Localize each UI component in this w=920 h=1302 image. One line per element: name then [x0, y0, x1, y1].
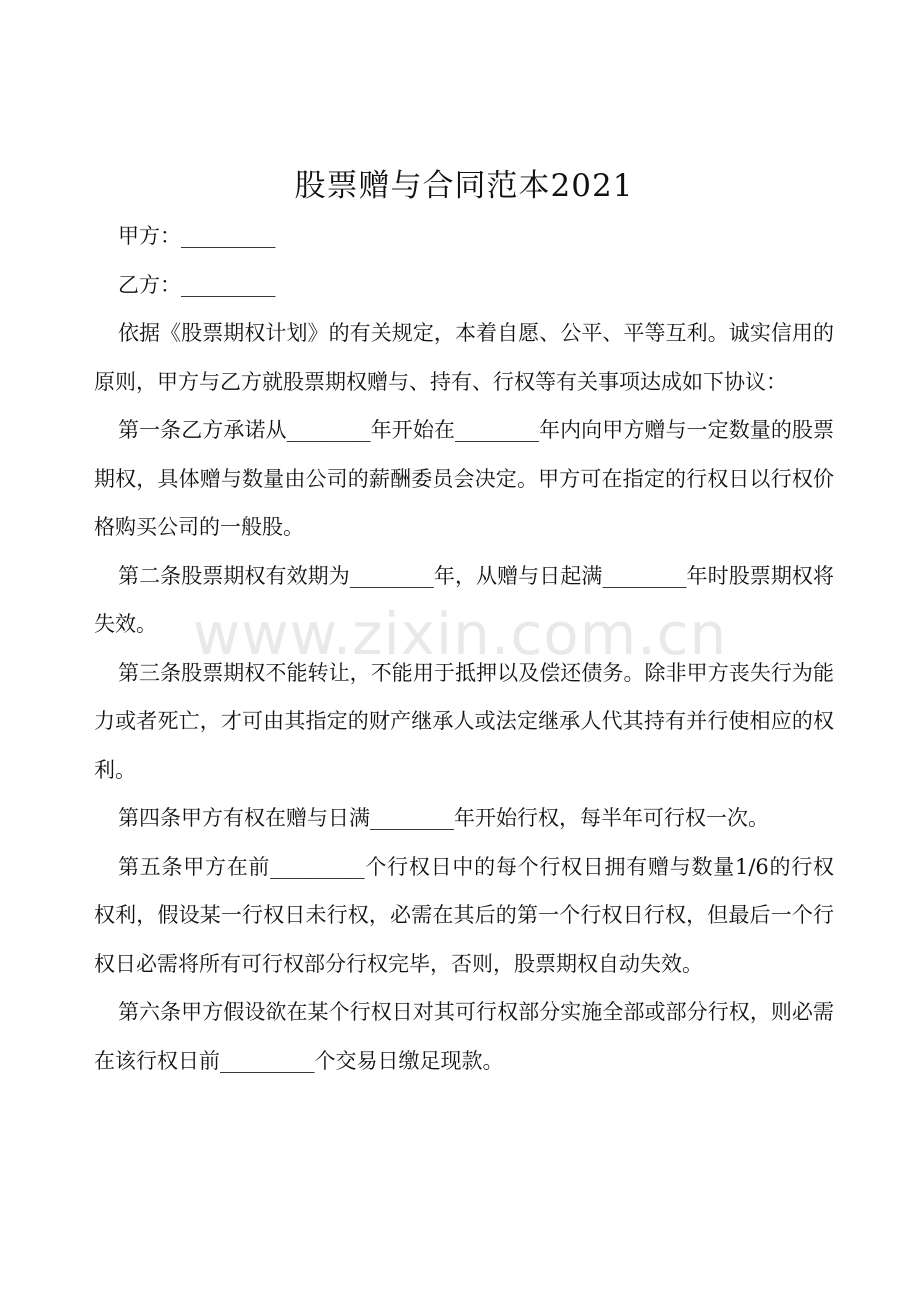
document-title: 股票赠与合同范本2021 [294, 168, 634, 204]
watermark: www.zixin.com.cn [192, 600, 728, 668]
article-2: 第二条股票期权有效期为________年，从赠与日起满________年时股票期权将失效。 [94, 563, 834, 636]
article-4: 第四条甲方有权在赠与日满________年开始行权，每半年可行权一次。 [118, 806, 769, 830]
party-a-line: 甲方：_________ [118, 224, 276, 248]
article-6: 第六条甲方假设欲在某个行权日对其可行权部分实施全部或部分行权，则必需在该行权日前_________个交易日缴足现款。 [94, 1000, 834, 1073]
preamble-paragraph: 依据《股票期权计划》的有关规定，本着自愿、公平、平等互利。诚实信用的原则，甲方与乙方就股票期权赠与、持有、行权等有关事项达成如下协议： [94, 321, 834, 394]
article-3: 第三条股票期权不能转让，不能用于抵押以及偿还债务。除非甲方丧失行为能力或者死亡，才可由其指定的财产继承人或法定继承人代其持有并行使相应的权利。 [94, 660, 834, 782]
document-body [94, 212, 834, 1085]
article-5: 第五条甲方在前_________个行权日中的每个行权日拥有赠与数量1/6的行权权利，假设某一行权日未行权，必需在其后的第一个行权日行权，但最后一个行权日必需将所有可行权部分行权完毕，否则，股票期权自动失效。 [94, 854, 834, 976]
party-b-line: 乙方：_________ [118, 272, 276, 297]
article-1: 第一条乙方承诺从________年开始在________年内向甲方赠与一定数量的股票期权，具体赠与数量由公司的薪酬委员会决定。甲方可在指定的行权日以行权价格购买公司的一般股。 [94, 418, 834, 539]
